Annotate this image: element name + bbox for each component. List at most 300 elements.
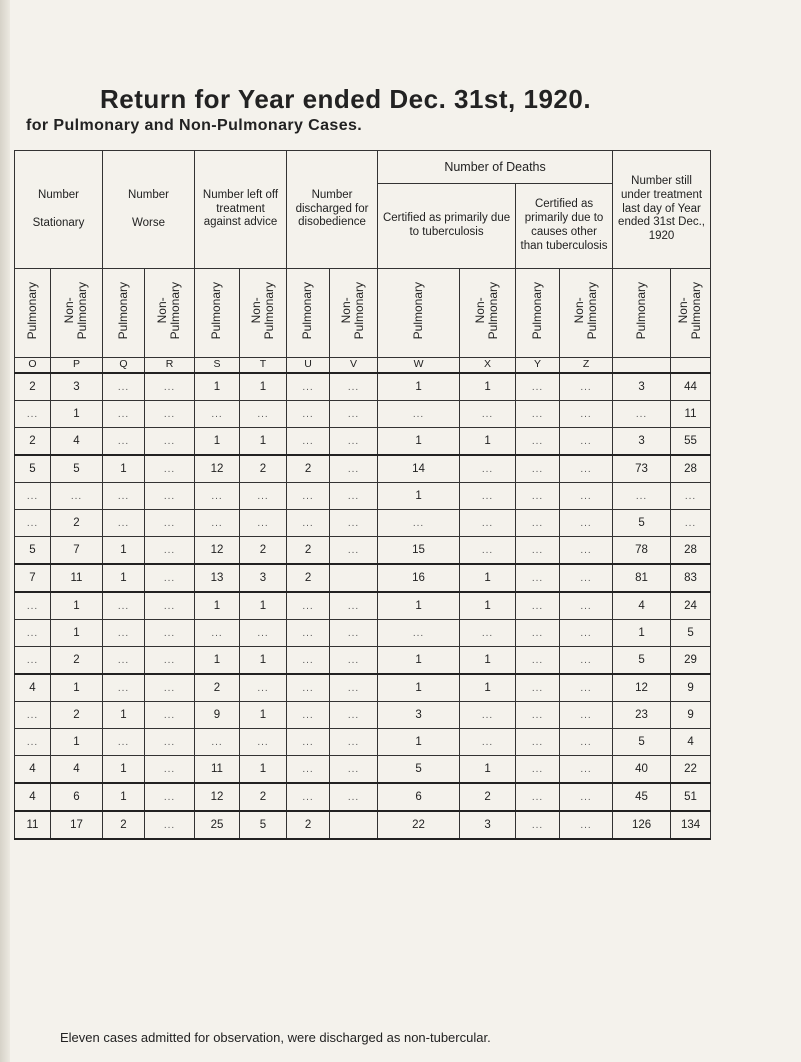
table-cell: 28 xyxy=(671,537,711,565)
table-cell: ... xyxy=(516,455,560,483)
header-stationary-line1: Number xyxy=(38,188,79,201)
table-cell: 2 xyxy=(195,674,240,702)
table-cell xyxy=(330,564,378,592)
table-cell: 25 xyxy=(195,811,240,839)
table-cell: ... xyxy=(560,811,613,839)
table-cell: 9 xyxy=(195,702,240,729)
table-cell: 11 xyxy=(51,564,103,592)
column-label: Pulmonary xyxy=(209,281,224,340)
table-cell: ... xyxy=(560,401,613,428)
table-cell: 1 xyxy=(460,756,516,784)
table-cell: ... xyxy=(103,620,145,647)
table-cell: ... xyxy=(103,729,145,756)
table-cell: 22 xyxy=(671,756,711,784)
table-cell: ... xyxy=(103,401,145,428)
table-cell: 4 xyxy=(613,592,671,620)
table-cell: ... xyxy=(287,373,330,401)
table-cell: ... xyxy=(516,564,560,592)
table-row xyxy=(15,428,711,456)
table-cell: ... xyxy=(560,647,613,675)
table-cell: 1 xyxy=(460,428,516,456)
table-cell: ... xyxy=(15,702,51,729)
table-cell: ... xyxy=(516,510,560,537)
table-cell: ... xyxy=(460,537,516,565)
table-cell: 1 xyxy=(460,592,516,620)
table-cell: 12 xyxy=(613,674,671,702)
table-cell: ... xyxy=(516,428,560,456)
table-cell: ... xyxy=(516,756,560,784)
table-cell: ... xyxy=(330,783,378,811)
table-cell: ... xyxy=(560,702,613,729)
header-worse-line1: Number xyxy=(128,188,169,201)
table-cell: ... xyxy=(287,592,330,620)
table-cell: 7 xyxy=(15,564,51,592)
table-cell: 3 xyxy=(51,373,103,401)
table-cell: 22 xyxy=(378,811,460,839)
table-cell: ... xyxy=(240,620,287,647)
table-cell: 4 xyxy=(15,674,51,702)
table-cell: ... xyxy=(287,483,330,510)
table-cell: ... xyxy=(287,401,330,428)
table-cell: ... xyxy=(145,373,195,401)
table-cell: ... xyxy=(145,647,195,675)
table-cell: 16 xyxy=(378,564,460,592)
header-still-under-treatment: Number still under treatment last day of Year ended 31st Dec., 1920 xyxy=(613,151,711,269)
table-cell: ... xyxy=(195,483,240,510)
column-label: Non- Pulmonary xyxy=(676,281,704,340)
table-cell: 83 xyxy=(671,564,711,592)
table-cell: 2 xyxy=(51,702,103,729)
table-cell: 5 xyxy=(51,455,103,483)
table-row xyxy=(15,729,711,756)
table-row xyxy=(15,647,711,675)
table-cell: ... xyxy=(145,783,195,811)
table-cell: ... xyxy=(145,510,195,537)
table-cell: ... xyxy=(145,592,195,620)
table-cell: 134 xyxy=(671,811,711,839)
column-label: Pulmonary xyxy=(115,281,130,340)
table-cell: 29 xyxy=(671,647,711,675)
column-letter: Z xyxy=(560,358,613,374)
table-cell: ... xyxy=(516,783,560,811)
column-letter xyxy=(671,358,711,374)
header-deaths-tuberculosis: Certified as primarily due to tuberculosis xyxy=(378,184,516,269)
table-row xyxy=(15,455,711,483)
table-cell: 1 xyxy=(51,729,103,756)
table-cell: ... xyxy=(516,483,560,510)
table-cell: ... xyxy=(15,401,51,428)
table-cell: ... xyxy=(560,564,613,592)
table-cell: ... xyxy=(330,401,378,428)
table-cell: ... xyxy=(460,510,516,537)
table-cell: 3 xyxy=(378,702,460,729)
table-cell: 1 xyxy=(51,620,103,647)
table-cell: ... xyxy=(287,647,330,675)
header-discharged: Number discharged for disobedience xyxy=(287,151,378,269)
table-cell: 11 xyxy=(195,756,240,784)
table-row xyxy=(15,537,711,565)
table-cell: 1 xyxy=(195,647,240,675)
column-letter: T xyxy=(240,358,287,374)
column-letter xyxy=(613,358,671,374)
table-cell: ... xyxy=(516,537,560,565)
table-row xyxy=(15,564,711,592)
table-cell: ... xyxy=(195,401,240,428)
table-cell: ... xyxy=(560,674,613,702)
table-cell: 5 xyxy=(15,455,51,483)
table-cell: 78 xyxy=(613,537,671,565)
table-cell: ... xyxy=(240,510,287,537)
table-cell: ... xyxy=(287,510,330,537)
table-cell: 7 xyxy=(51,537,103,565)
table-cell: 4 xyxy=(15,756,51,784)
table-cell: 1 xyxy=(103,702,145,729)
statistics-table xyxy=(14,150,711,840)
table-cell: ... xyxy=(560,756,613,784)
table-cell: 1 xyxy=(240,428,287,456)
column-label: Pulmonary xyxy=(300,281,315,340)
column-letter-row xyxy=(15,358,711,374)
table-cell: 1 xyxy=(378,483,460,510)
table-cell: 2 xyxy=(51,647,103,675)
table-cell: ... xyxy=(287,428,330,456)
table-cell: ... xyxy=(287,729,330,756)
table-cell: ... xyxy=(613,483,671,510)
table-cell: ... xyxy=(145,537,195,565)
table-cell: ... xyxy=(560,428,613,456)
table-cell: ... xyxy=(15,729,51,756)
table-cell: 11 xyxy=(15,811,51,839)
column-letter: R xyxy=(145,358,195,374)
table-cell: ... xyxy=(240,674,287,702)
table-cell: ... xyxy=(240,483,287,510)
column-letter: P xyxy=(51,358,103,374)
table-row xyxy=(15,510,711,537)
table-cell: ... xyxy=(287,702,330,729)
table-cell: ... xyxy=(103,483,145,510)
table-cell: 4 xyxy=(15,783,51,811)
table-cell: ... xyxy=(330,674,378,702)
column-label: Non- Pulmonary xyxy=(62,281,90,340)
table-cell: ... xyxy=(460,401,516,428)
table-cell: ... xyxy=(460,455,516,483)
table-cell: ... xyxy=(378,401,460,428)
table-cell: 1 xyxy=(460,674,516,702)
table-cell: ... xyxy=(145,564,195,592)
page-subtitle: for Pulmonary and Non-Pulmonary Cases. xyxy=(26,117,363,134)
table-row xyxy=(15,483,711,510)
table-cell: ... xyxy=(516,811,560,839)
table-cell: 5 xyxy=(613,510,671,537)
table-cell: ... xyxy=(560,783,613,811)
table-cell: 4 xyxy=(671,729,711,756)
table-cell: 4 xyxy=(51,428,103,456)
table-cell: ... xyxy=(516,674,560,702)
table-cell: ... xyxy=(287,620,330,647)
table-cell: ... xyxy=(613,401,671,428)
header-deaths: Number of Deaths xyxy=(378,151,613,184)
column-letter: X xyxy=(460,358,516,374)
column-label: Pulmonary xyxy=(410,281,425,340)
table-cell: ... xyxy=(330,647,378,675)
table-cell: 5 xyxy=(671,620,711,647)
table-cell: 17 xyxy=(51,811,103,839)
table-cell: ... xyxy=(240,729,287,756)
column-label: Non- Pulmonary xyxy=(571,281,600,340)
page-edge xyxy=(0,0,10,1062)
table-cell: ... xyxy=(103,647,145,675)
column-letter: S xyxy=(195,358,240,374)
page-title: Return for Year ended Dec. 31st, 1920. xyxy=(100,84,592,114)
table-cell: 51 xyxy=(671,783,711,811)
table-cell: 1 xyxy=(378,674,460,702)
table-cell: ... xyxy=(460,729,516,756)
table-cell: ... xyxy=(460,620,516,647)
table-cell: ... xyxy=(287,783,330,811)
table-cell: 1 xyxy=(103,756,145,784)
table-cell: ... xyxy=(516,373,560,401)
table-cell: 3 xyxy=(613,428,671,456)
column-label: Non- Pulmonary xyxy=(248,281,276,340)
table-cell: ... xyxy=(145,483,195,510)
table-cell: ... xyxy=(195,620,240,647)
table-cell: 2 xyxy=(240,455,287,483)
table-cell: 73 xyxy=(613,455,671,483)
header-worse-line2: Worse xyxy=(131,216,166,229)
table-cell: ... xyxy=(378,510,460,537)
table-cell: 1 xyxy=(103,783,145,811)
table-cell: 1 xyxy=(378,428,460,456)
table-row xyxy=(15,811,711,839)
table-cell: 12 xyxy=(195,783,240,811)
table-cell: ... xyxy=(378,620,460,647)
table-cell: ... xyxy=(330,428,378,456)
table-cell: ... xyxy=(516,702,560,729)
table-cell: 1 xyxy=(460,564,516,592)
table-cell: 1 xyxy=(378,647,460,675)
table-cell: 2 xyxy=(15,428,51,456)
table-row xyxy=(15,373,711,401)
table-cell: ... xyxy=(560,455,613,483)
table-cell: ... xyxy=(330,729,378,756)
table-cell: ... xyxy=(516,729,560,756)
table-cell: 1 xyxy=(460,373,516,401)
table-cell: ... xyxy=(145,401,195,428)
table-cell: ... xyxy=(240,401,287,428)
table-cell: ... xyxy=(145,729,195,756)
table-cell: ... xyxy=(330,455,378,483)
table-cell: 44 xyxy=(671,373,711,401)
table-cell: ... xyxy=(145,756,195,784)
table-cell: ... xyxy=(15,592,51,620)
column-label: Non- Pulmonary xyxy=(155,281,183,340)
table-cell: ... xyxy=(103,674,145,702)
table-cell: ... xyxy=(15,510,51,537)
table-cell: ... xyxy=(195,729,240,756)
table-cell: ... xyxy=(103,428,145,456)
table-cell: 1 xyxy=(378,373,460,401)
table-cell: 9 xyxy=(671,674,711,702)
table-cell: ... xyxy=(145,620,195,647)
column-label: Pulmonary xyxy=(633,281,648,340)
table-cell: 23 xyxy=(613,702,671,729)
table-cell: 2 xyxy=(287,455,330,483)
column-letter: W xyxy=(378,358,460,374)
table-cell: ... xyxy=(51,483,103,510)
table-cell: 1 xyxy=(240,702,287,729)
table-row xyxy=(15,592,711,620)
table-cell: ... xyxy=(516,647,560,675)
table-cell: 14 xyxy=(378,455,460,483)
table-cell: 5 xyxy=(378,756,460,784)
table-cell: 2 xyxy=(460,783,516,811)
header-stationary xyxy=(15,151,103,269)
table-cell: ... xyxy=(560,729,613,756)
table-cell: ... xyxy=(560,373,613,401)
table-cell: 2 xyxy=(240,783,287,811)
table-cell: ... xyxy=(15,483,51,510)
table-cell: 3 xyxy=(613,373,671,401)
header-stationary-line2: Stationary xyxy=(32,216,85,229)
table-cell: 1 xyxy=(195,592,240,620)
table-cell: 1 xyxy=(240,373,287,401)
table-cell: 1 xyxy=(460,647,516,675)
table-cell: 1 xyxy=(240,756,287,784)
table-cell: ... xyxy=(15,647,51,675)
table-cell: 1 xyxy=(195,428,240,456)
table-cell: 5 xyxy=(613,729,671,756)
table-cell: 1 xyxy=(103,564,145,592)
table-cell: ... xyxy=(145,674,195,702)
table-cell: 3 xyxy=(460,811,516,839)
column-letter: O xyxy=(15,358,51,374)
table-row xyxy=(15,783,711,811)
header-left-off-treatment: Number left off treatment against advice xyxy=(195,151,287,269)
table-cell: 3 xyxy=(240,564,287,592)
table-cell: 2 xyxy=(287,564,330,592)
table-cell: 2 xyxy=(15,373,51,401)
column-label: Pulmonary xyxy=(24,281,39,340)
table-cell: ... xyxy=(560,537,613,565)
table-cell: 2 xyxy=(287,811,330,839)
table-cell: 9 xyxy=(671,702,711,729)
table-cell: ... xyxy=(460,702,516,729)
table-cell: ... xyxy=(330,620,378,647)
table-cell: ... xyxy=(516,592,560,620)
table-cell: 6 xyxy=(378,783,460,811)
table-cell: ... xyxy=(560,483,613,510)
table-cell: 5 xyxy=(240,811,287,839)
table-cell: ... xyxy=(330,537,378,565)
column-letter: V xyxy=(330,358,378,374)
table-cell: 28 xyxy=(671,455,711,483)
table-cell: 5 xyxy=(613,647,671,675)
table-cell: 126 xyxy=(613,811,671,839)
table-cell xyxy=(330,811,378,839)
column-label: Non- Pulmonary xyxy=(339,281,367,340)
table-cell: ... xyxy=(145,428,195,456)
table-cell: ... xyxy=(671,483,711,510)
table-cell: ... xyxy=(145,702,195,729)
table-cell: 2 xyxy=(240,537,287,565)
table-cell: 2 xyxy=(51,510,103,537)
table-cell: ... xyxy=(195,510,240,537)
table-cell: 1 xyxy=(195,373,240,401)
footnote: Eleven cases admitted for observation, were discharged as non-tubercular. xyxy=(60,1030,491,1045)
column-letter: U xyxy=(287,358,330,374)
table-row xyxy=(15,756,711,784)
table-cell: 1 xyxy=(378,729,460,756)
table-cell: ... xyxy=(330,510,378,537)
table-cell: ... xyxy=(330,592,378,620)
table-cell: 4 xyxy=(51,756,103,784)
table-cell: 6 xyxy=(51,783,103,811)
table-cell: 12 xyxy=(195,455,240,483)
column-label: Non- Pulmonary xyxy=(473,281,501,340)
table-cell: ... xyxy=(287,756,330,784)
table-cell: ... xyxy=(103,592,145,620)
header-row-top xyxy=(15,151,711,184)
table-cell: 1 xyxy=(103,455,145,483)
table-cell: 1 xyxy=(51,674,103,702)
table-cell: ... xyxy=(15,620,51,647)
table-cell: ... xyxy=(330,373,378,401)
header-deaths-other-causes: Certified as primarily due to causes other than tuberculosis xyxy=(516,184,613,269)
table-cell: 55 xyxy=(671,428,711,456)
table-body xyxy=(15,373,711,839)
table-cell: 1 xyxy=(613,620,671,647)
table-cell: ... xyxy=(103,510,145,537)
table-cell: 1 xyxy=(103,537,145,565)
table-cell: ... xyxy=(460,483,516,510)
table-cell: ... xyxy=(560,592,613,620)
table-cell: 1 xyxy=(240,592,287,620)
table-cell: 13 xyxy=(195,564,240,592)
table-cell: ... xyxy=(560,510,613,537)
table-cell: 1 xyxy=(51,592,103,620)
column-letter: Y xyxy=(516,358,560,374)
column-label-row xyxy=(15,269,711,358)
table-cell: ... xyxy=(330,756,378,784)
table-cell: ... xyxy=(516,620,560,647)
table-cell: 24 xyxy=(671,592,711,620)
table-cell: 12 xyxy=(195,537,240,565)
table-cell: 1 xyxy=(240,647,287,675)
column-label: Pulmonary xyxy=(529,281,544,340)
table-cell: ... xyxy=(287,674,330,702)
table-cell: 40 xyxy=(613,756,671,784)
table-cell: ... xyxy=(145,811,195,839)
table-cell: 1 xyxy=(378,592,460,620)
table-row xyxy=(15,401,711,428)
table-cell: ... xyxy=(560,620,613,647)
table-cell: 15 xyxy=(378,537,460,565)
table-row xyxy=(15,620,711,647)
table-cell: ... xyxy=(330,483,378,510)
table-cell: ... xyxy=(671,510,711,537)
table-row xyxy=(15,674,711,702)
table-cell: 81 xyxy=(613,564,671,592)
table-cell: 5 xyxy=(15,537,51,565)
column-letter: Q xyxy=(103,358,145,374)
header-worse xyxy=(103,151,195,269)
table-cell: ... xyxy=(330,702,378,729)
table-cell: ... xyxy=(516,401,560,428)
table-row xyxy=(15,702,711,729)
table-cell: 2 xyxy=(287,537,330,565)
table-cell: ... xyxy=(103,373,145,401)
table-cell: 45 xyxy=(613,783,671,811)
